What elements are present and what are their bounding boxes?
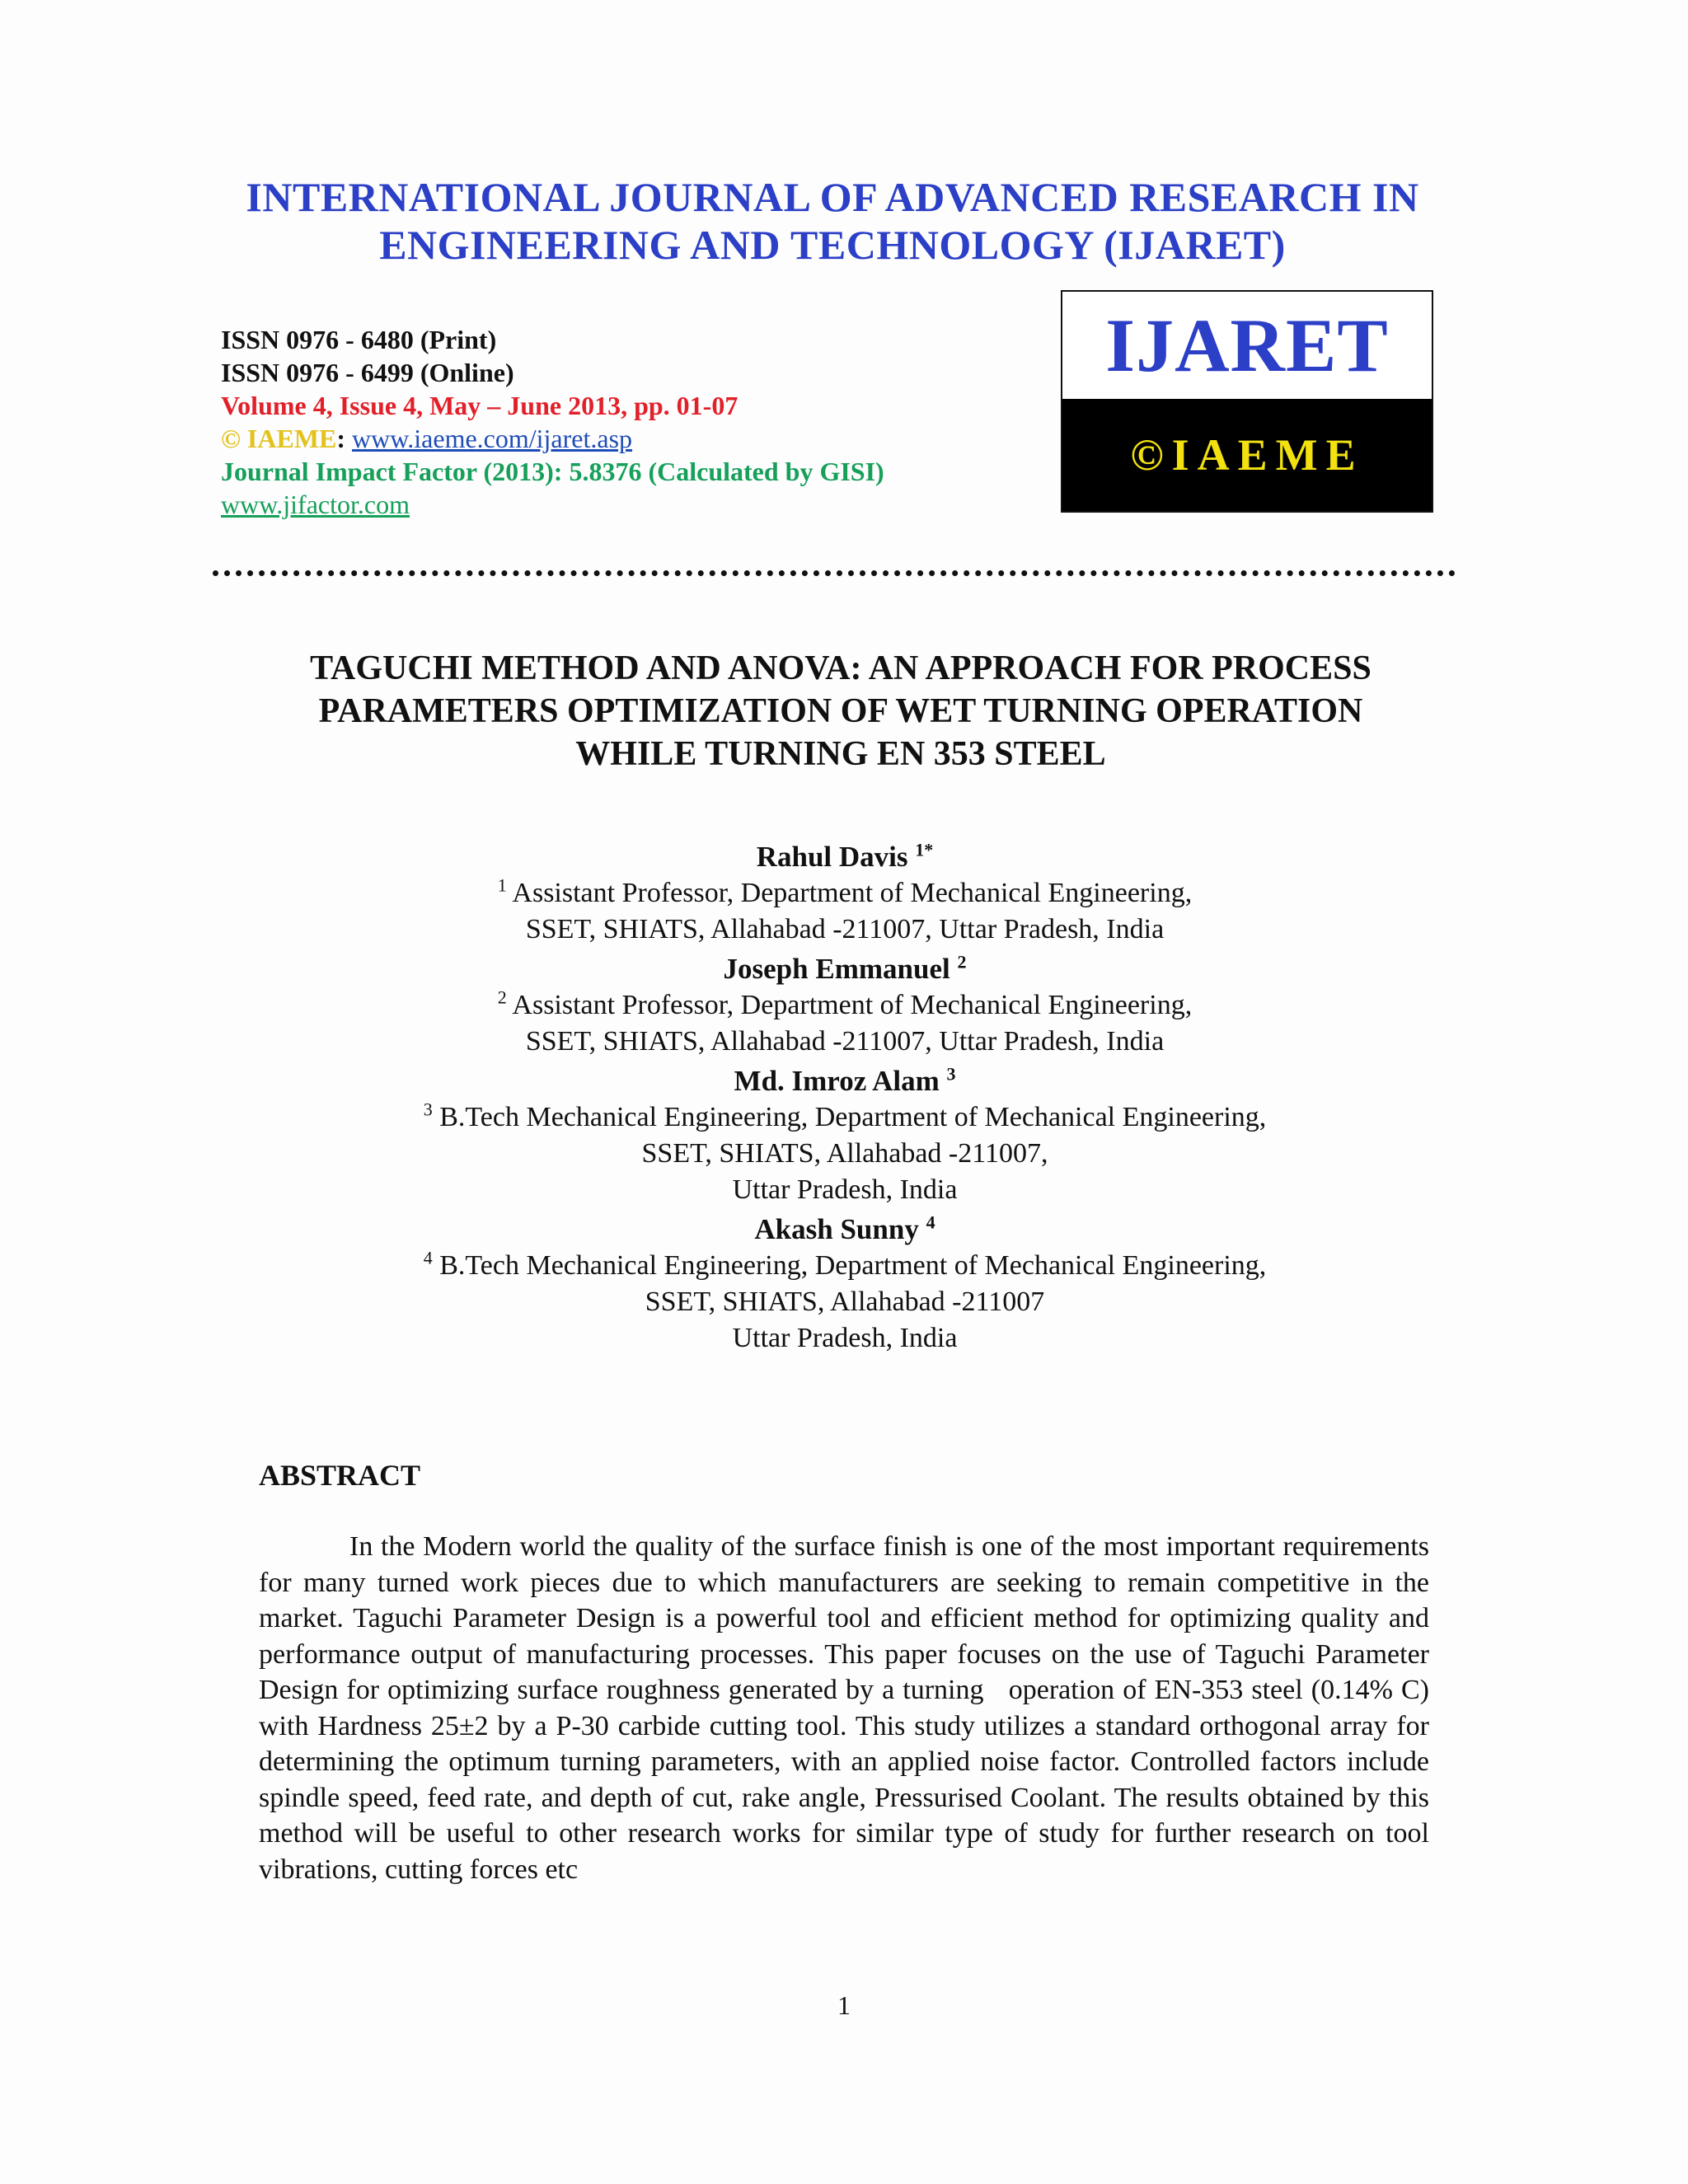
author-affiliation [247, 1248, 1442, 1284]
paper-title-line-1: TAGUCHI METHOD AND ANOVA: AN APPROACH FOR PROCESS [310, 649, 1372, 687]
affiliation-mark: 3 [423, 1099, 433, 1120]
affiliation-line: Uttar Pradesh, India [732, 1323, 958, 1353]
author-name [247, 951, 1442, 987]
author-name-text: Md. Imroz Alam [734, 1065, 940, 1097]
affiliation-mark: 4 [423, 1247, 433, 1268]
copyright-iaeme: © IAEME [221, 424, 337, 453]
affiliation-line: B.Tech Mechanical Engineering, Department of Mechanical Engineering, [439, 1250, 1267, 1281]
author-affiliation [247, 1099, 1442, 1136]
journal-website-link[interactable]: www.iaeme.com/ijaret.asp [352, 424, 633, 453]
issn-block [221, 323, 884, 521]
abstract-body: In the Modern world the quality of the surface finish is one of the most important requirements for many turned work pieces due to which manufacturers are seeking to remain competitive in the market. Taguchi Parameter Design is a powerful tool and efficient method for optimizing quality and performance output of manufacturing processes. This paper focuses on the use of Taguchi Parameter Design for optimizing surface roughness generated by a turning operation of EN-353 steel (0.14% C) with Hardness 25±2 by a P-30 carbide cutting tool. This study utilizes a standard orthogonal array for determining the optimum turning parameters, with an applied noise factor. Controlled factors include spindle speed, feed rate, and depth of cut, rake angle, Pressurised Coolant. The results obtained by this method will be useful to other research works for similar type of study for further research on tool vibrations, cutting forces etc [259, 1531, 1429, 1885]
affiliation-line: SSET, SHIATS, Allahabad -211007, Uttar Pradesh, India [525, 914, 1165, 944]
journal-title-line-1: INTERNATIONAL JOURNAL OF ADVANCED RESEARCH IN [246, 174, 1419, 220]
paper-title [198, 647, 1484, 776]
affiliation-line: SSET, SHIATS, Allahabad -211007 [645, 1286, 1045, 1317]
affiliation-line: Assistant Professor, Department of Mechanical Engineering, [512, 878, 1193, 908]
jifactor-link[interactable]: www.jifactor.com [221, 490, 410, 519]
dotted-divider [213, 570, 1456, 576]
author-mark: 4 [926, 1212, 935, 1233]
copyright-line [221, 422, 884, 455]
issn-print: ISSN 0976 - 6480 (Print) [221, 325, 497, 354]
affiliation-mark: 2 [497, 987, 507, 1008]
ijaret-logo [1061, 290, 1433, 513]
author-name [247, 1063, 1442, 1099]
page-number: 1 [837, 1990, 851, 2020]
issn-online: ISSN 0976 - 6499 (Online) [221, 358, 514, 387]
author-name [247, 1212, 1442, 1248]
abstract-heading: ABSTRACT [259, 1459, 421, 1492]
affiliation-mark: 1 [497, 874, 507, 896]
paper-title-line-2: PARAMETERS OPTIMIZATION OF WET TURNING OPERATION [318, 692, 1363, 730]
author-affiliation [247, 987, 1442, 1024]
affiliation-line: SSET, SHIATS, Allahabad -211007, Uttar Pradesh, India [525, 1026, 1165, 1057]
author-affiliation [247, 875, 1442, 912]
affiliation-line: Assistant Professor, Department of Mechanical Engineering, [512, 990, 1193, 1020]
author-name-text: Rahul Davis [756, 841, 908, 873]
logo-iaeme-text: ©IAEME [1062, 399, 1432, 511]
author-mark: 3 [946, 1063, 956, 1085]
author-name [247, 839, 1442, 875]
journal-title-line-2: ENGINEERING AND TECHNOLOGY (IJARET) [379, 222, 1286, 268]
author-name-text: Akash Sunny [754, 1213, 919, 1245]
affiliation-line: Uttar Pradesh, India [732, 1174, 958, 1205]
volume-info: Volume 4, Issue 4, May – June 2013, pp. 01-07 [221, 391, 738, 420]
logo-ijaret-text: IJARET [1105, 303, 1389, 387]
affiliation-line: SSET, SHIATS, Allahabad -211007, [641, 1138, 1048, 1169]
author-list [247, 839, 1442, 1357]
author-mark: 2 [957, 951, 967, 972]
journal-title [214, 173, 1451, 269]
jifactor-line [221, 488, 884, 521]
author-mark: 1* [915, 839, 934, 860]
affiliation-line: B.Tech Mechanical Engineering, Department of Mechanical Engineering, [439, 1102, 1267, 1132]
impact-factor: Journal Impact Factor (2013): 5.8376 (Calculated by GISI) [221, 457, 884, 486]
paper-title-line-3: WHILE TURNING EN 353 STEEL [575, 735, 1106, 773]
author-name-text: Joseph Emmanuel [723, 953, 950, 985]
copyright-separator: : [336, 424, 353, 453]
